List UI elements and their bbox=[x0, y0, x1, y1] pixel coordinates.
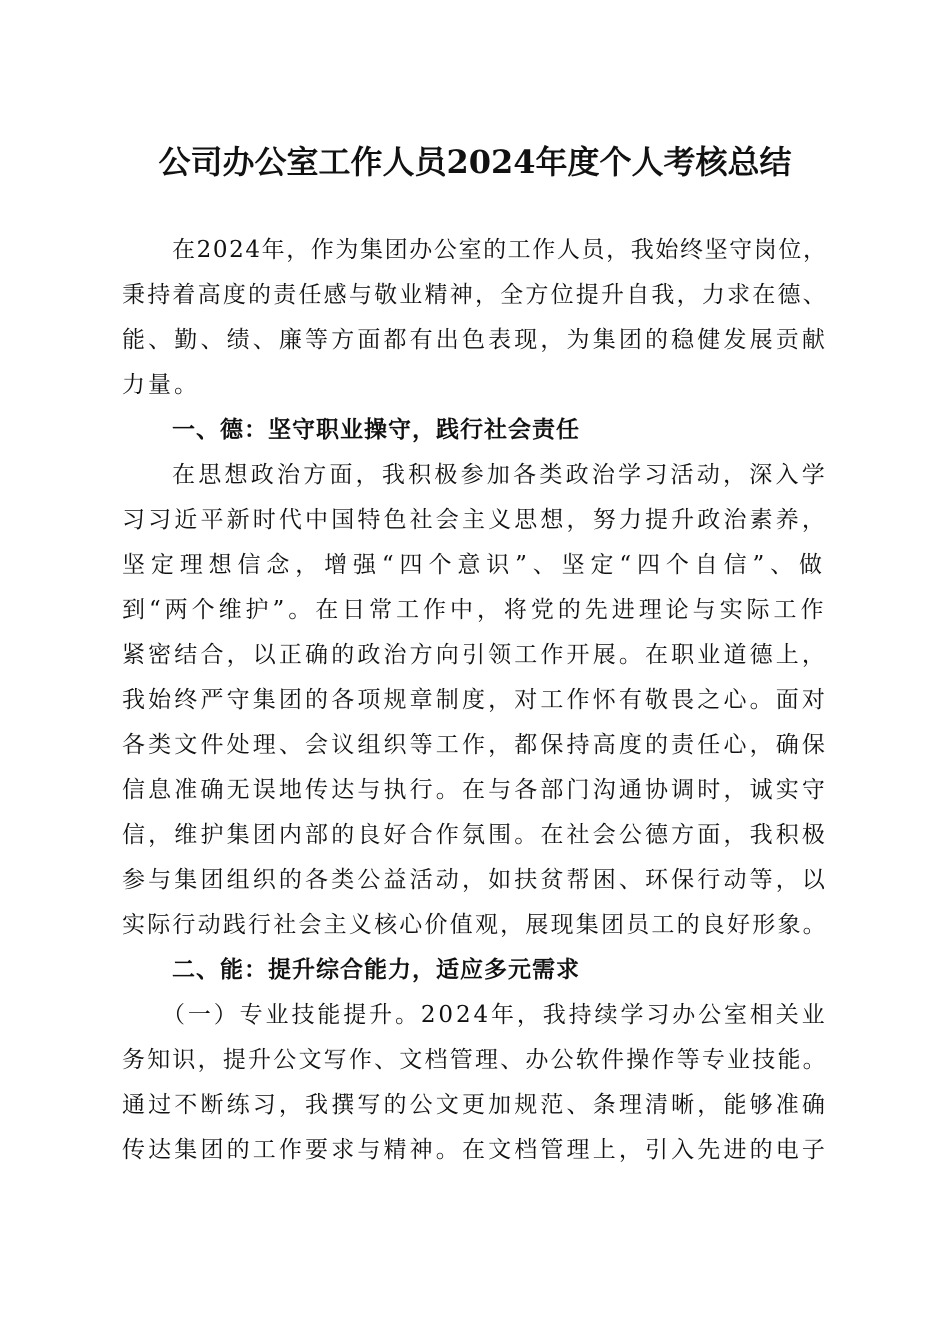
section-heading: 一、德：坚守职业操守，践行社会责任 bbox=[172, 417, 580, 443]
paragraph-line: 到“两个维护”。在日常工作中，将党的先进理论与实际工作 bbox=[122, 597, 828, 623]
paragraph-line: 参与集团组织的各类公益活动，如扶贫帮困、环保行动等，以 bbox=[122, 867, 829, 893]
paragraph-line: 秉持着高度的责任感与敬业精神，全方位提升自我，力求在德、 bbox=[122, 282, 828, 308]
paragraph-line: 务知识，提升公文写作、文档管理、办公软件操作等专业技能。 bbox=[122, 1047, 828, 1073]
paragraph-line: 坚定理想信念，增强“四个意识”、坚定“四个自信”、做 bbox=[122, 552, 828, 578]
paragraph-line: 通过不断练习，我撰写的公文更加规范、条理清晰，能够准确 bbox=[122, 1092, 829, 1118]
paragraph-line: （一）专业技能提升。2024年，我持续学习办公室相关业 bbox=[162, 1002, 828, 1028]
paragraph-line: 力量。 bbox=[122, 372, 200, 398]
paragraph-line: 信，维护集团内部的良好合作氛围。在社会公德方面，我积极 bbox=[122, 822, 829, 848]
section-heading: 二、能：提升综合能力，适应多元需求 bbox=[172, 957, 580, 983]
paragraph-line: 在思想政治方面，我积极参加各类政治学习活动，深入学 bbox=[172, 462, 828, 488]
paragraph-line: 在2024年，作为集团办公室的工作人员，我始终坚守岗位， bbox=[172, 237, 828, 263]
paragraph-line: 习习近平新时代中国特色社会主义思想，努力提升政治素养， bbox=[122, 507, 829, 533]
paragraph-line: 各类文件处理、会议组织等工作，都保持高度的责任心，确保 bbox=[122, 732, 829, 758]
paragraph-line: 实际行动践行社会主义核心价值观，展现集团员工的良好形象。 bbox=[122, 912, 828, 938]
document-title: 公司办公室工作人员2024年度个人考核总结 bbox=[158, 143, 792, 181]
paragraph-line: 我始终严守集团的各项规章制度，对工作怀有敬畏之心。面对 bbox=[122, 687, 829, 713]
paragraph-line: 传达集团的工作要求与精神。在文档管理上，引入先进的电子 bbox=[122, 1137, 829, 1163]
paragraph-line: 能、勤、绩、廉等方面都有出色表现，为集团的稳健发展贡献 bbox=[122, 327, 829, 353]
paragraph-line: 紧密结合，以正确的政治方向引领工作开展。在职业道德上， bbox=[122, 642, 829, 668]
paragraph-line: 信息准确无误地传达与执行。在与各部门沟通协调时，诚实守 bbox=[122, 777, 829, 803]
